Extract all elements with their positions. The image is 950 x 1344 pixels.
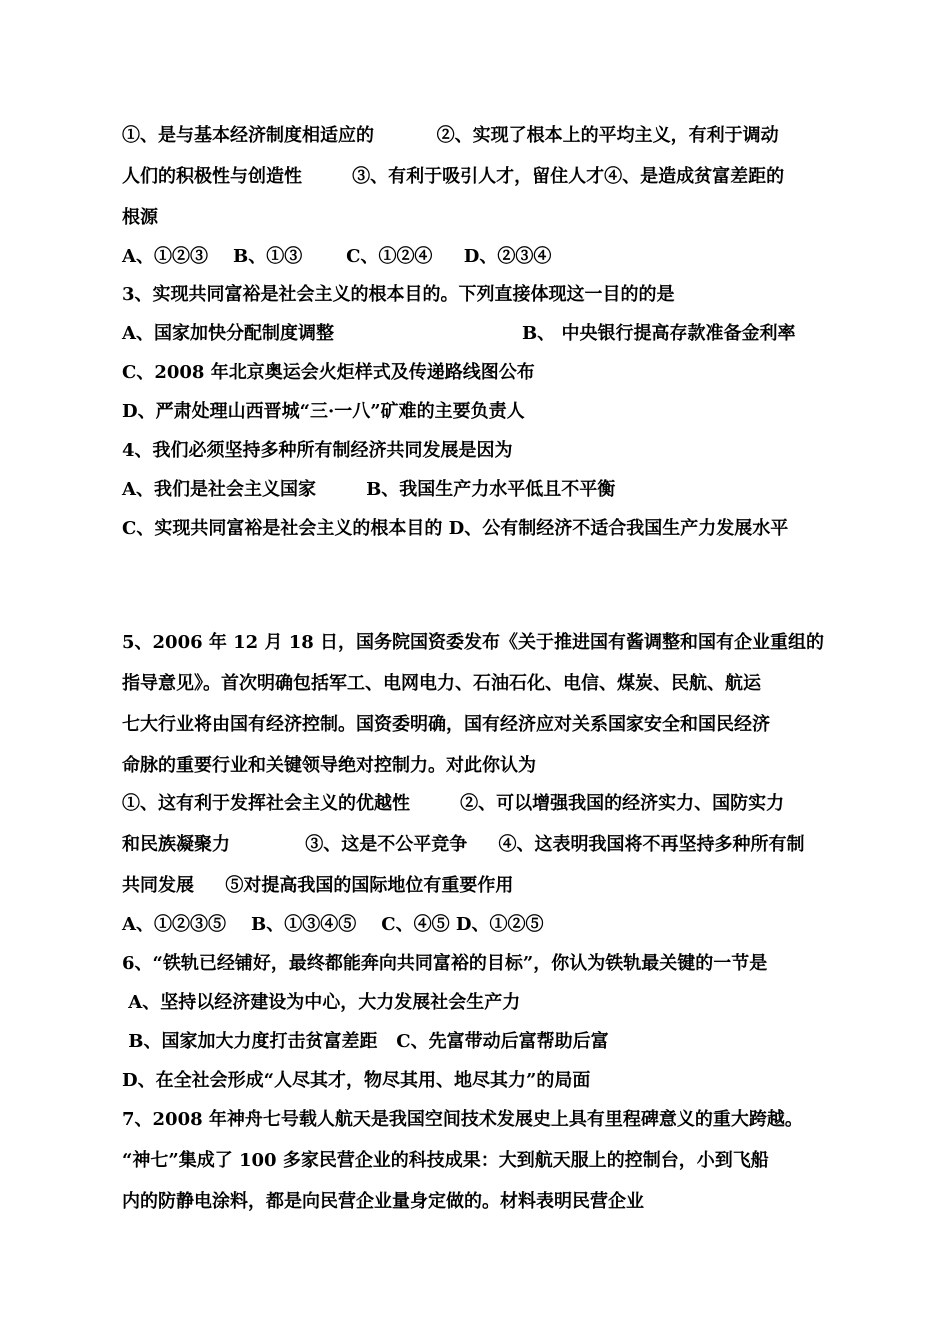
question-5-line-4: 命脉的重要行业和关键领导绝对控制力。对此你认为 bbox=[122, 755, 536, 776]
q5-options-line-3: 共同发展 ⑤对提高我国的国际地位有重要作用 bbox=[122, 875, 514, 896]
question-7-line-3: 内的防静电涂料，都是向民营企业量身定做的。材料表明民营企业 bbox=[122, 1191, 644, 1212]
question-5-line-1: 5、2006 年 12 月 18 日，国务院国资委发布《关于推进国有酱调整和国有企业重组的 bbox=[122, 632, 825, 653]
q3-choice-c: C、2008 年北京奥运会火炬样式及传递路线图公布 bbox=[122, 362, 535, 383]
option-line-3-4: 人们的积极性与创造性 ③、有利于吸引人才，留住人才④、是造成贫富差距的 bbox=[122, 166, 785, 187]
question-7-line-2: “神七”集成了 100 多家民营企业的科技成果：大到航天服上的控制台，小到飞船 bbox=[122, 1150, 769, 1171]
question-4: 4、我们必须坚持多种所有制经济共同发展是因为 bbox=[122, 440, 513, 461]
q6-choices-b-c: B、国家加大力度打击贫富差距 C、先富带动后富帮助后富 bbox=[122, 1031, 609, 1052]
q3-choices-a-b: A、国家加快分配制度调整 B、 中央银行提高存款准备金利率 bbox=[122, 323, 796, 344]
answer-choices-q2: A、①②③ B、①③ C、①②④ D、②③④ bbox=[122, 246, 552, 267]
q3-choice-d: D、严肃处理山西晋城“三·一八”矿难的主要负责人 bbox=[122, 401, 525, 422]
question-7-line-1: 7、2008 年神舟七号载人航天是我国空间技术发展史上具有里程碑意义的重大跨越。 bbox=[122, 1109, 803, 1130]
q5-options-line-1: ①、这有利于发挥社会主义的优越性 ②、可以增强我国的经济实力、国防实力 bbox=[122, 793, 785, 814]
question-5-line-2: 指导意见》。首次明确包括军工、电网电力、石油石化、电信、煤炭、民航、航运 bbox=[122, 673, 761, 694]
q6-choice-a: A、坚持以经济建设为中心，大力发展社会生产力 bbox=[122, 992, 521, 1013]
q6-choice-d: D、在全社会形成“人尽其才，物尽其用、地尽其力”的局面 bbox=[122, 1070, 591, 1091]
q5-answer-choices: A、①②③⑤ B、①③④⑤ C、④⑤ D、①②⑤ bbox=[122, 914, 544, 935]
q5-options-line-2: 和民族凝聚力 ③、这是不公平竞争 ④、这表明我国将不再坚持多种所有制 bbox=[122, 834, 805, 855]
question-6: 6、“铁轨已经铺好，最终都能奔向共同富裕的目标”，你认为铁轨最关键的一节是 bbox=[122, 953, 768, 974]
q4-choices-c-d: C、实现共同富裕是社会主义的根本目的 D、公有制经济不适合我国生产力发展水平 bbox=[122, 518, 789, 539]
option-line-continued: 根源 bbox=[122, 207, 158, 228]
option-line-1-2: ①、是与基本经济制度相适应的 ②、实现了根本上的平均主义，有利于调动 bbox=[122, 125, 779, 146]
question-5-line-3: 七大行业将由国有经济控制。国资委明确，国有经济应对关系国家安全和国民经济 bbox=[122, 714, 770, 735]
question-3: 3、实现共同富裕是社会主义的根本目的。下列直接体现这一目的的是 bbox=[122, 284, 675, 305]
q4-choices-a-b: A、我们是社会主义国家 B、我国生产力水平低且不平衡 bbox=[122, 479, 616, 500]
